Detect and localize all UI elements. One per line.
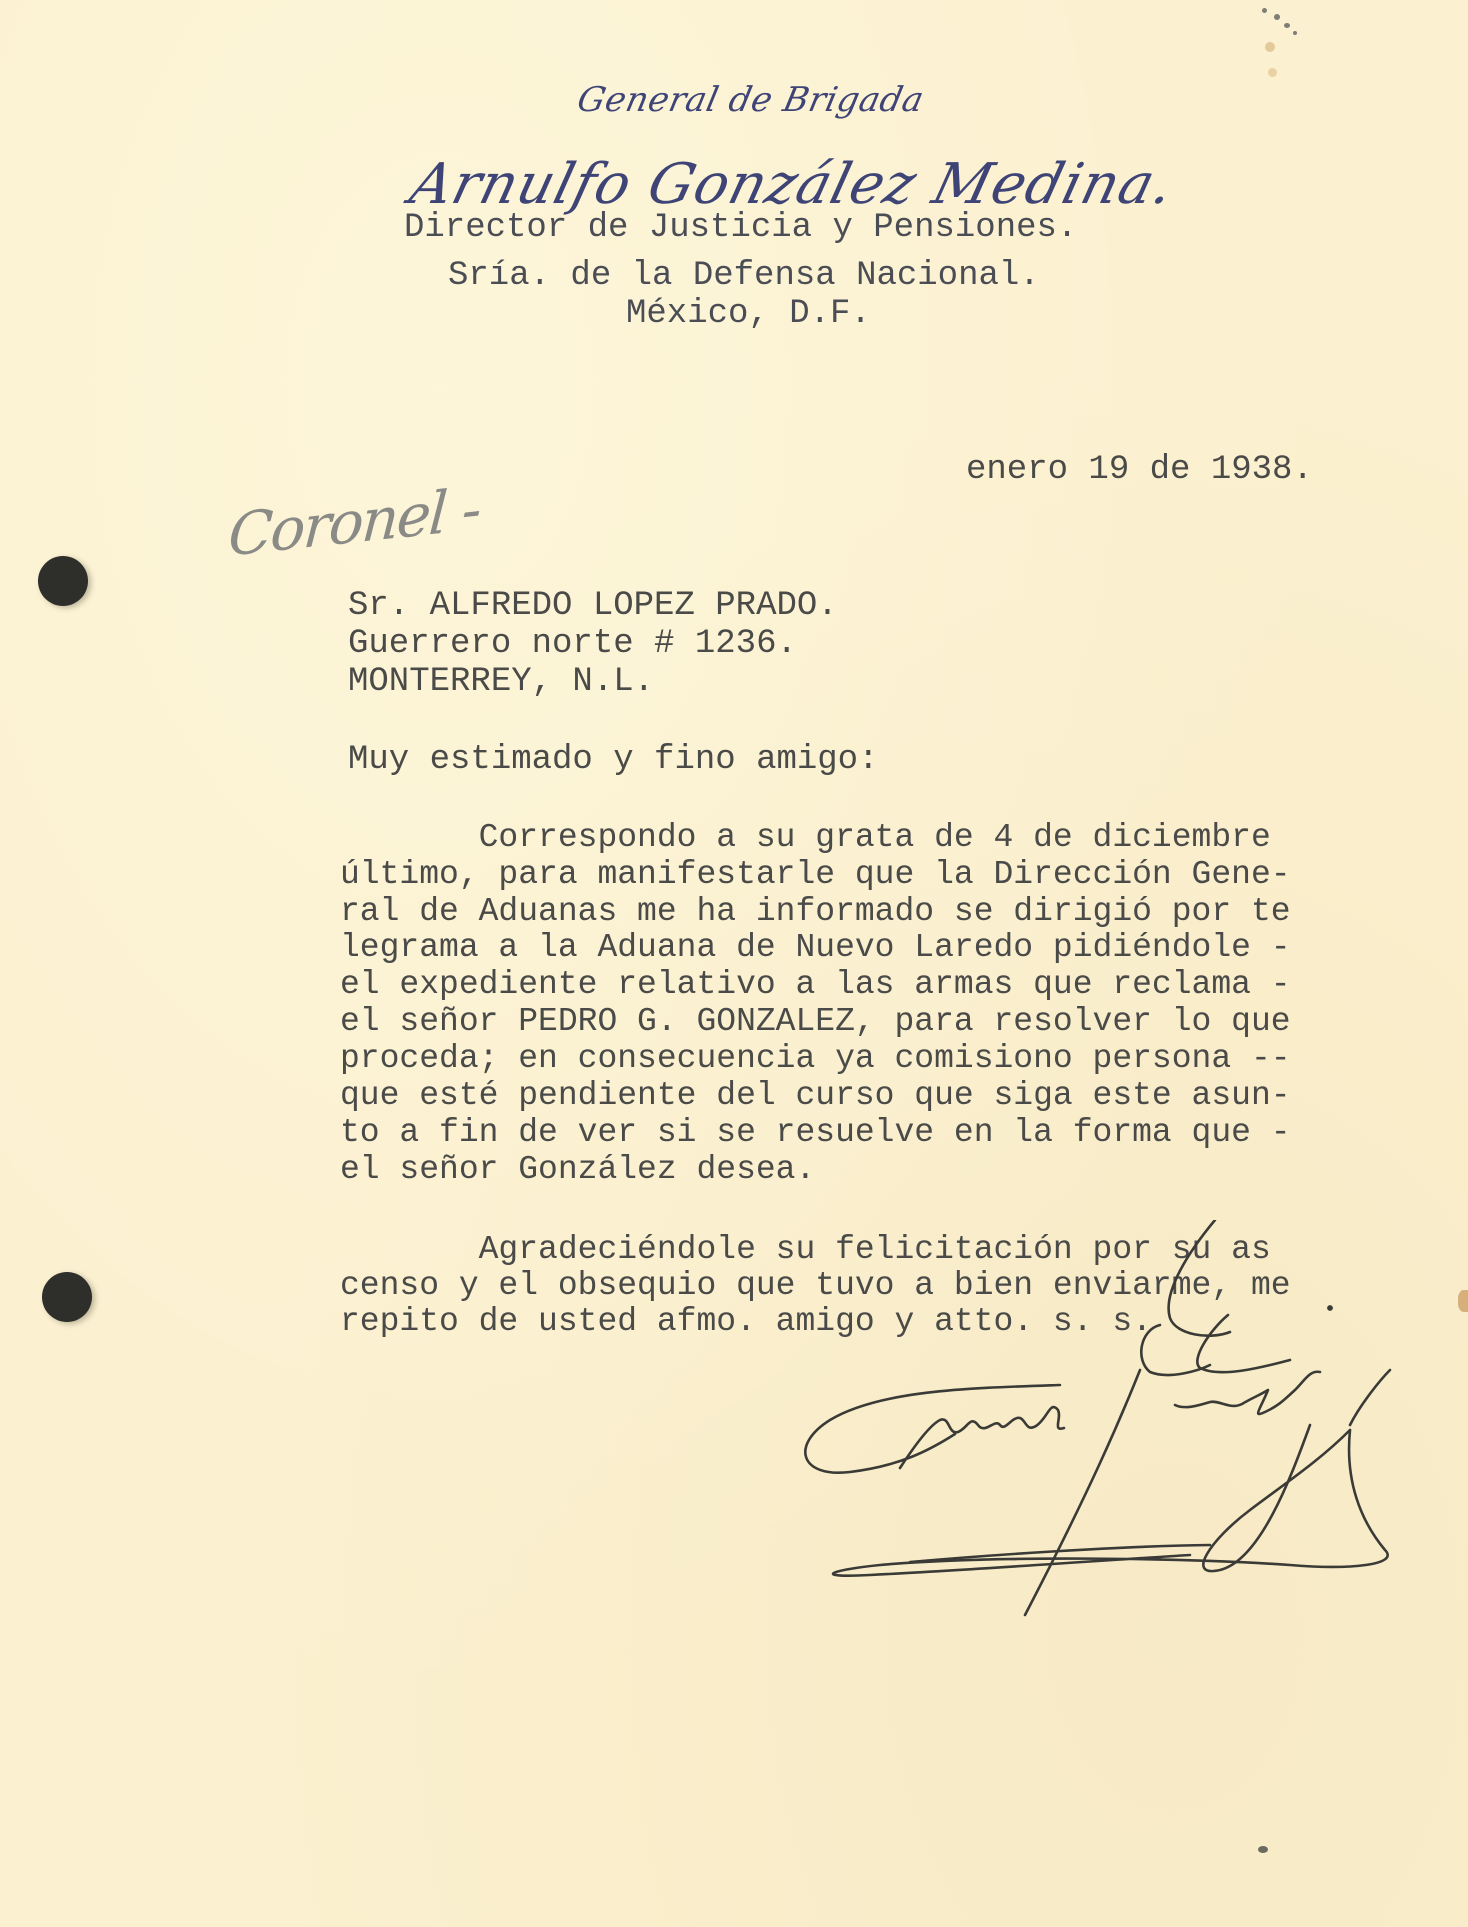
- stain: [1268, 68, 1277, 77]
- body-line: último, para manifestarle que la Dirección Gene-: [340, 856, 1291, 893]
- recipient-city: MONTERREY, N.L.: [348, 663, 655, 701]
- body-line: el expediente relativo a las armas que reclama -: [340, 966, 1291, 1003]
- body-line: legrama a la Aduana de Nuevo Laredo pidiéndole -: [340, 929, 1291, 966]
- body-line: Agradeciéndole su felicitación por su as: [340, 1231, 1271, 1268]
- recipient-name: Sr. ALFREDO LOPEZ PRADO.: [348, 587, 838, 625]
- letterhead-department: Sría. de la Defensa Nacional.: [448, 257, 1040, 295]
- signature-icon: [790, 1220, 1410, 1620]
- body-line: censo y el obsequio que tuvo a bien enviarme, me: [340, 1267, 1291, 1304]
- body-line: ral de Aduanas me ha informado se dirigió por te: [340, 893, 1291, 930]
- punch-hole-top: [38, 556, 88, 606]
- letter-date: enero 19 de 1938.: [966, 451, 1313, 489]
- body-line: repito de usted afmo. amigo y atto. s. s.: [340, 1303, 1152, 1340]
- letterhead-title: Director de Justicia y Pensiones.: [404, 209, 1078, 247]
- body-line: el señor González desea.: [340, 1151, 816, 1188]
- ink-speck: [1274, 14, 1280, 20]
- recipient-street: Guerrero norte # 1236.: [348, 625, 797, 663]
- ink-speck: [1284, 23, 1290, 28]
- ink-speck: [1262, 8, 1267, 13]
- ink-speck: [1258, 1846, 1268, 1853]
- body-line: el señor PEDRO G. GONZALEZ, para resolver lo que: [340, 1003, 1291, 1040]
- handwritten-pencil-note: Coronel -: [226, 474, 482, 570]
- body-line: que esté pendiente del curso que siga este asun-: [340, 1077, 1291, 1114]
- punch-hole-bottom: [42, 1272, 92, 1322]
- body-line: proceda; en consecuencia ya comisiono persona --: [340, 1040, 1291, 1077]
- stain: [1458, 1290, 1468, 1312]
- letterhead-name: Arnulfo González Medina.: [403, 152, 1181, 217]
- letterhead-rank: General de Brigada: [573, 80, 928, 120]
- ink-speck: [1293, 31, 1297, 35]
- letterhead-location: México, D.F.: [626, 295, 871, 333]
- body-line: Correspondo a su grata de 4 de diciembre: [340, 819, 1271, 856]
- body-line: to a fin de ver si se resuelve en la forma que -: [340, 1114, 1291, 1151]
- stain: [1265, 42, 1275, 52]
- salutation: Muy estimado y fino amigo:: [348, 741, 879, 779]
